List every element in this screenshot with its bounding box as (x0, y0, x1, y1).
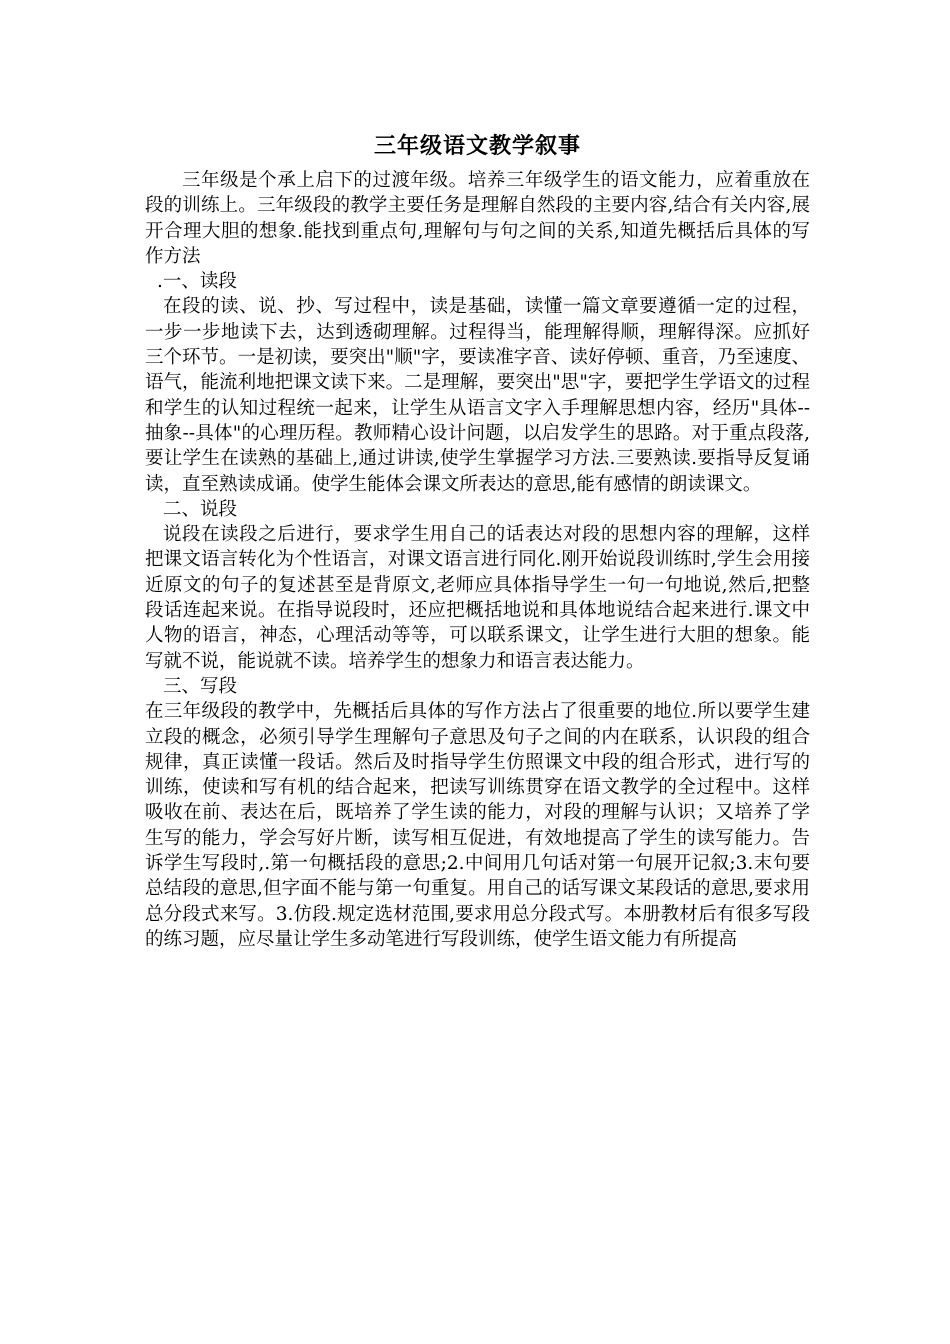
section-heading-reading: .一、读段 (157, 271, 237, 293)
section-body-speaking: 说段在读段之后进行，要求学生用自己的话表达对段的思想内容的理解，这样把课文语言转化为个性语言，对课文语言进行同化.刚开始说段训练时,学生会用接近原文的句子的复述甚至是背原文,老师应具体指导学生一句一句地说,然后,把整段话连起来说。在指导说段时，还应把概括地说和具体地说结合起来进行.课文中人物的语言，神态，心理活动等等，可以联系课文，让学生进行大胆的想象。能写就不说，能说就不读。培养学生的想象力和语言表达能力。 (145, 524, 810, 672)
section-heading-writing: 三、写段 (163, 675, 238, 697)
section-body-writing: 在三年级段的教学中，先概括后具体的写作方法占了很重要的地位.所以要学生建立段的概念，必须引导学生理解句子意思及句子之间的内在联系，认识段的组合规律，真正读懂一段话。然后及时指导学生仿照课文中段的组合形式，进行写的训练，使读和写有机的结合起来，把读写训练贯穿在语文教学的全过程中。这样吸收在前、表达在后，既培养了学生读的能力，对段的理解与认识；又培养了学生写的能力，学会写好片断，读写相互促进，有效地提高了学生的读写能力。告诉学生写段时,.第一句概括段的意思;2.中间用几句话对第一句展开记叙;3.末句要总结段的意思,但字面不能与第一句重复。用自己的话写课文某段话的意思,要求用总分段式来写。3.仿段.规定选材范围,要求用总分段式写。本册教材后有很多写段的练习题，应尽量让学生多动笔进行写段训练，使学生语文能力有所提高 (145, 701, 810, 950)
document-page (145, 128, 810, 952)
section-heading-speaking: 二、说段 (163, 498, 238, 520)
document-title: 三年级语文教学叙事 (373, 133, 581, 159)
intro-paragraph: 三年级是个承上启下的过渡年级。培养三年级学生的语文能力，应着重放在段的训练上。三年级段的教学主要任务是理解自然段的主要内容,结合有关内容,展开合理大胆的想象.能找到重点句,理解句与句之间的关系,知道先概括后具体的写作方法 (145, 170, 810, 267)
section-body-reading: 在段的读、说、抄、写过程中，读是基础，读懂一篇文章要遵循一定的过程，一步一步地读下去，达到透砌理解。过程得当，能理解得顺，理解得深。应抓好三个环节。一是初读，要突出"顺"字，要读准字音、读好停顿、重音，乃至速度、语气，能流利地把课文读下来。二是理解，要突出"思"字，要把学生学语文的过程和学生的认知过程统一起来，让学生从语言文字入手理解思想内容，经历"具体--抽象--具体"的心理历程。教师精心设计问题，以启发学生的思路。对于重点段落,要让学生在读熟的基础上,通过讲读,使学生掌握学习方法.三要熟读.要指导反复诵读，直至熟读成诵。使学生能体会课文所表达的意思,能有感情的朗读课文。 (145, 296, 810, 495)
